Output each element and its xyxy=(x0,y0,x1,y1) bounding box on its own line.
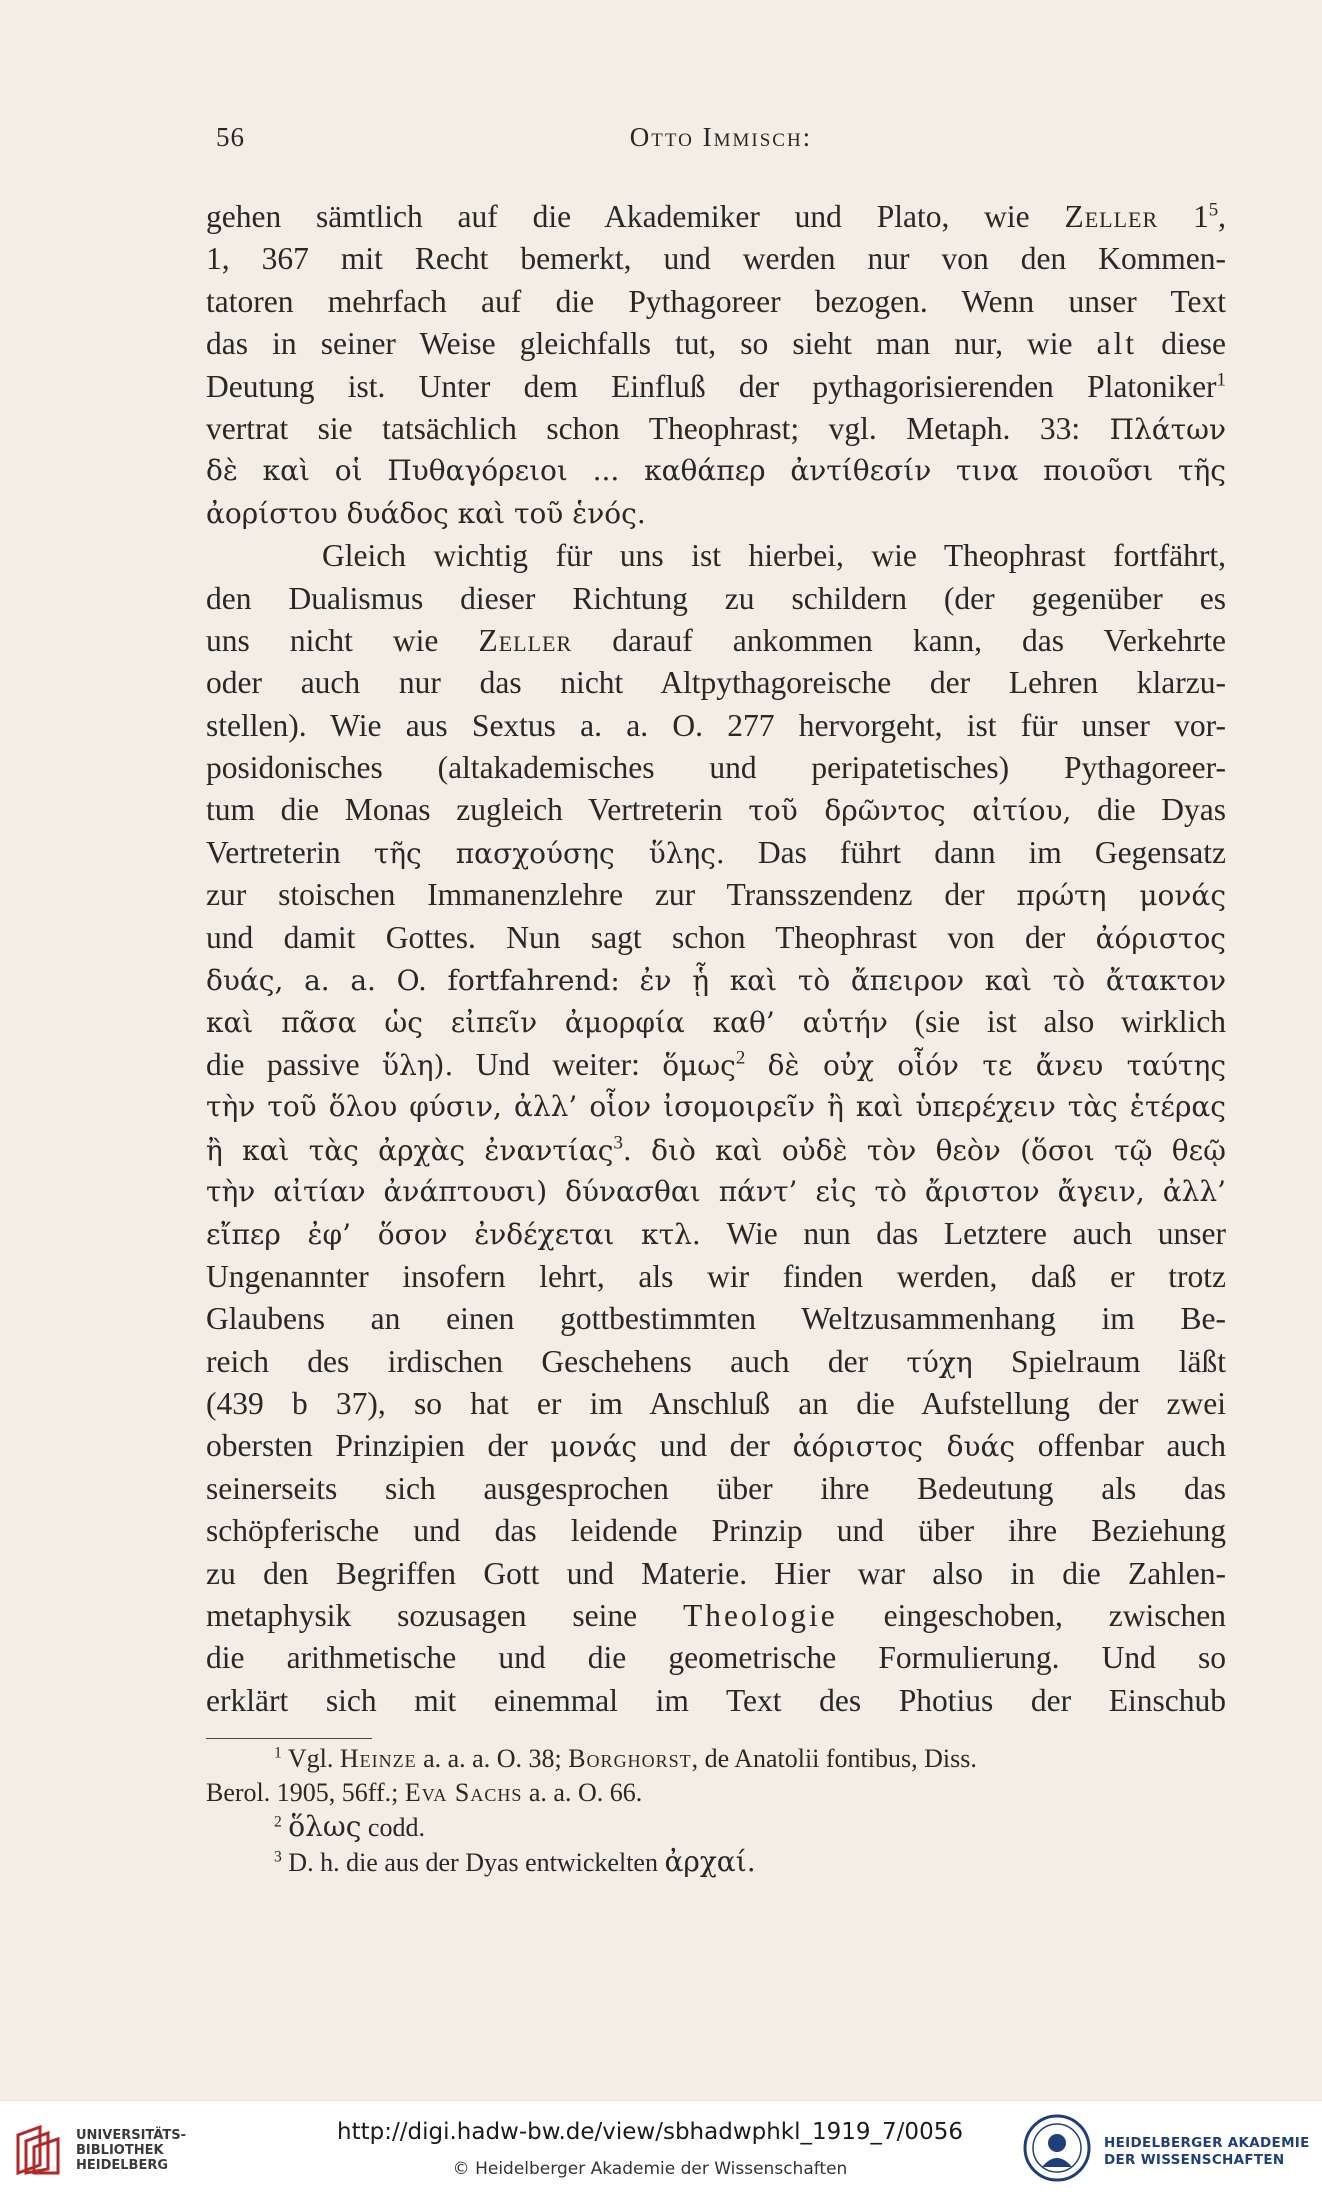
text-line: metaphysik sozusagen seine Theologie eingeschoben, zwischen xyxy=(206,1597,1227,1633)
text-line: schöpferische und das leidende Prinzip und über ihre Beziehung xyxy=(206,1513,1226,1549)
library-logo-text: UNIVERSITÄTS- BIBLIOTHEK HEIDELBERG xyxy=(76,2128,186,2173)
text-line: tatoren mehrfach auf die Pythagoreer bezogen. Wenn unser Text xyxy=(206,283,1226,319)
text-line: vertrat sie tatsächlich schon Theophrast; vgl. Metaph. 33: Πλάτων xyxy=(206,410,1226,446)
text-line: Vertreterin τῆς πασχούσης ὕλης. Das führt dann im Gegensatz xyxy=(206,834,1227,870)
text-line: zur stoischen Immanenzlehre zur Transszendenz der πρώτη μονάς xyxy=(206,877,1227,913)
university-library-logo[interactable] xyxy=(14,2111,244,2186)
page-header xyxy=(216,122,1226,162)
running-head: Otto Immisch: xyxy=(629,122,813,152)
viewer-footer xyxy=(0,2100,1322,2196)
text-line: das in seiner Weise gleichfalls tut, so sieht man nur, wie alt diese xyxy=(206,326,1226,362)
text-line: Gleich wichtig für uns ist hierbei, wie Theophrast fortfährt, xyxy=(322,538,1226,574)
text-line: oder auch nur das nicht Altpythagoreische der Lehren klarzu- xyxy=(206,665,1226,701)
text-line: tum die Monas zugleich Vertreterin τοῦ δρῶντος αἰτίου, die Dyas xyxy=(206,792,1227,828)
text-line: δὲ καὶ οἱ Πυθαγόρειοι ... καθάπερ ἀντίθεσίν τινα ποιοῦσι τῆς xyxy=(206,454,1226,488)
library-logo-icon xyxy=(14,2125,66,2177)
text-line: reich des irdischen Geschehens auch der τύχη Spielraum läßt xyxy=(206,1343,1227,1379)
text-line: καὶ πᾶσα ὡς εἰπεῖν ἀμορφία καθ’ αὑτήν (sie ist also wirklich xyxy=(206,1004,1227,1040)
text-line: gehen sämtlich auf die Akademiker und Plato, wie Zeller $1^5$, xyxy=(206,199,1227,234)
text-line: und damit Gottes. Nun sagt schon Theophrast von der ἀόριστος xyxy=(206,919,1226,955)
text-line: ἀορίστου δυάδος καὶ τοῦ ἑνός. xyxy=(206,496,646,530)
text-line: δυάς, a. a. O. fortfahrend: ἐν ᾗ καὶ τὸ ἄπειρον καὶ τὸ ἄτακτον xyxy=(206,964,1227,998)
text-line: Deutung ist. Unter dem Einfluß der pythagorisierenden Platoniker$^1$ xyxy=(206,368,1226,404)
footnote-1-cont: Berol. 1905, 56ff.; Eva Sachs a. a. O. 66. xyxy=(206,1778,643,1807)
footnote-3: $^3$ D. h. die aus der Dyas entwickelten ἀρχαί. xyxy=(274,1845,756,1878)
text-line: Ungenannter insofern lehrt, als wir finden werden, daß er trotz xyxy=(206,1258,1226,1294)
text-line: ἢ καὶ τὰς ἀρχὰς ἐναντίας$^3$. διὸ καὶ οὐδὲ τὸν θεὸν (ὅσοι τῷ θεῷ xyxy=(206,1132,1226,1167)
permalink-url[interactable]: http://digi.hadw-bw.de/view/sbhadwphkl_1919_7/0056 xyxy=(337,2119,963,2145)
text-line: 1, 367 mit Recht bemerkt, und werden nur von den Kommen- xyxy=(206,241,1226,277)
text-line: τὴν τοῦ ὅλου φύσιν, ἀλλ’ οἷον ἰσομοιρεῖν ἢ καὶ ὑπερέχειν τὰς ἑτέρας xyxy=(206,1090,1226,1124)
footnote-2: $^2$ ὅλως codd. xyxy=(274,1810,425,1843)
text-line: (439 b 37), so hat er im Anschluß an die Aufstellung der zwei xyxy=(206,1385,1226,1421)
academy-logo-text: HEIDELBERGER AKADEMIE DER WISSENSCHAFTEN xyxy=(1104,2135,1310,2168)
academy-seal-icon xyxy=(1022,2113,1092,2183)
text-line: Glaubens an einen gottbestimmten Weltzusammenhang im Be- xyxy=(206,1301,1226,1337)
copyright-notice: © Heidelberger Akademie der Wissenschaften xyxy=(452,2159,848,2179)
text-line: εἴπερ ἐφ’ ὅσον ἐνδέχεται κτλ. Wie nun das Letztere auch unser xyxy=(206,1216,1227,1252)
page-number: 56 xyxy=(216,122,245,152)
text-line: τὴν αἰτίαν ἀνάπτουσι) δύνασθαι πάντ’ εἰς τὸ ἄριστον ἄγειν, ἀλλ’ xyxy=(206,1174,1226,1208)
text-line: posidonisches (altakademisches und peripatetisches) Pythagoreer- xyxy=(206,750,1226,786)
text-line: erklärt sich mit einemmal im Text des Photius der Einschub xyxy=(206,1682,1226,1718)
text-line: die passive ὕλη). Und weiter: ὅμως$^2$ δὲ οὐχ οἷόν τε ἄνευ ταύτης xyxy=(206,1046,1227,1082)
footnotes xyxy=(206,1742,1226,1880)
text-line: den Dualismus dieser Richtung zu schildern (der gegenüber es xyxy=(206,580,1226,616)
text-line: die arithmetische und die geometrische Formulierung. Und so xyxy=(206,1640,1226,1676)
body-text xyxy=(206,196,1226,1722)
text-line: uns nicht wie Zeller darauf ankommen kann, das Verkehrte xyxy=(206,622,1226,658)
text-line: stellen). Wie aus Sextus a. a. O. 277 hervorgeht, ist für unser vor- xyxy=(206,707,1226,743)
text-line: zu den Begriffen Gott und Materie. Hier war also in die Zahlen- xyxy=(206,1555,1226,1591)
text-line: seinerseits sich ausgesprochen über ihre Bedeutung als das xyxy=(206,1470,1226,1506)
footnote-1: $^1$ Vgl. Heinze a. a. a. O. 38; Borghorst, de Anatolii fontibus, Diss. xyxy=(274,1744,977,1773)
academy-logo[interactable] xyxy=(1020,2109,1320,2189)
footnote-divider xyxy=(206,1738,372,1739)
text-line: obersten Prinzipien der μονάς und der ἀόριστος δυάς offenbar auch xyxy=(206,1428,1227,1464)
